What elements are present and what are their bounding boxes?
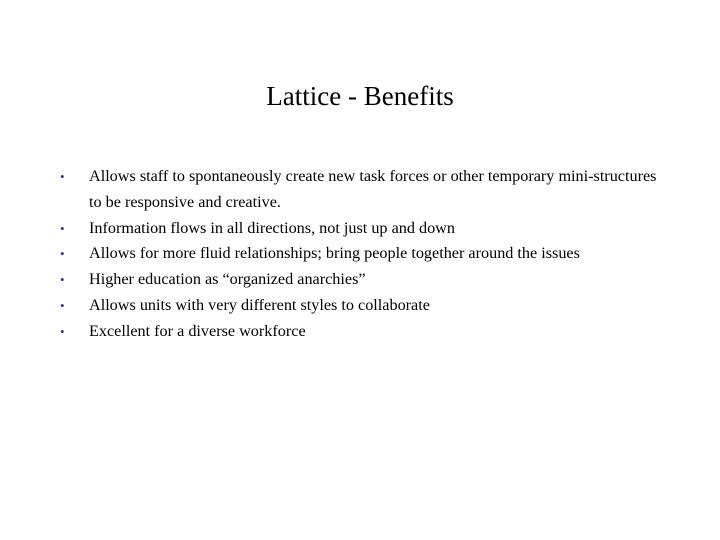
list-item — [57, 216, 667, 242]
list-item — [57, 293, 667, 319]
list-item-text: Allows staff to spontaneously create new task forces or other temporary mini-structures to be responsive and creative. — [89, 167, 657, 211]
list-item — [57, 319, 667, 345]
bullet-icon: • — [60, 246, 65, 262]
list-item-text: Information flows in all directions, not just up and down — [89, 218, 455, 237]
list-item — [57, 164, 667, 216]
list-item-text: Allows units with very different styles to collaborate — [89, 295, 430, 314]
bullet-icon: • — [60, 169, 65, 184]
bullet-list — [57, 164, 667, 345]
list-item-text: Allows for more fluid relationships; bring people together around the issues — [89, 244, 580, 263]
list-item-text: Excellent for a diverse workforce — [89, 321, 306, 340]
list-item-text: Higher education as “organized anarchies” — [89, 270, 366, 289]
bullet-icon: • — [60, 297, 65, 313]
bullet-icon: • — [60, 220, 65, 236]
list-item — [57, 267, 667, 293]
list-item — [57, 241, 667, 267]
bullet-icon: • — [60, 272, 65, 288]
bullet-icon: • — [60, 323, 65, 339]
slide-title: Lattice - Benefits — [266, 81, 454, 111]
